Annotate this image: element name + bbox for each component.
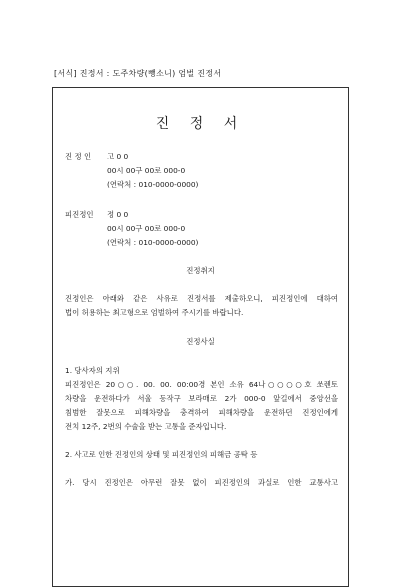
- respondent-contact: (연락처 : 010-0000-0000): [107, 238, 199, 247]
- petitioner-contact: (연락처 : 010-0000-0000): [107, 180, 199, 189]
- document-header: [서식] 진정서 : 도주차량(뺑소니) 엄벌 진정서: [54, 69, 222, 78]
- petitioner-label: 진 정 인: [65, 152, 92, 161]
- section1-line-1: 피진정인은 20○○. 00. 00. 00:00경 본인 소유 64나○○○○호 쏘렌토: [65, 380, 338, 389]
- section1-line-2: 차량을 운전하다가 서울 동작구 보라매로 2가 000-0 앞길에서 중앙선을: [65, 394, 338, 403]
- section1-line-4: 전치 12주, 2번의 수술을 받는 고통을 준자입니다.: [65, 422, 227, 431]
- petitioner-address: 00시 00구 00로 000-0: [107, 166, 186, 175]
- purpose-heading: 진정취지: [186, 266, 215, 275]
- section1-line-3: 침범한 잘못으로 피해차량을 충격하여 피해차량을 운전하던 진정인에게: [65, 408, 338, 417]
- petitioner-name: 고 0 0: [107, 152, 129, 161]
- facts-heading: 진정사실: [186, 337, 215, 346]
- document-title: 진 정 서: [155, 116, 246, 132]
- petition-document: [52, 87, 349, 587]
- purpose-line-1: 진정인은 아래와 같은 사유로 진정서를 제출하오니, 피진정인에 대하여: [65, 294, 338, 303]
- section2-title: 2. 사고로 인한 진정인의 상태 및 피진정인의 피해금 공탁 등: [65, 450, 258, 459]
- purpose-line-2: 법이 허용하는 최고형으로 엄벌하여 주시기를 바랍니다.: [65, 308, 244, 317]
- section2-line-1: 가. 당시 진정인은 아무런 잘못 없이 피진정인의 과실로 인한 교통사고: [65, 478, 338, 487]
- respondent-address: 00시 00구 00로 000-0: [107, 224, 186, 233]
- respondent-label: 피진정인: [65, 210, 94, 219]
- respondent-name: 정 0 0: [107, 210, 129, 219]
- section1-title: 1. 당사자의 지위: [65, 366, 120, 375]
